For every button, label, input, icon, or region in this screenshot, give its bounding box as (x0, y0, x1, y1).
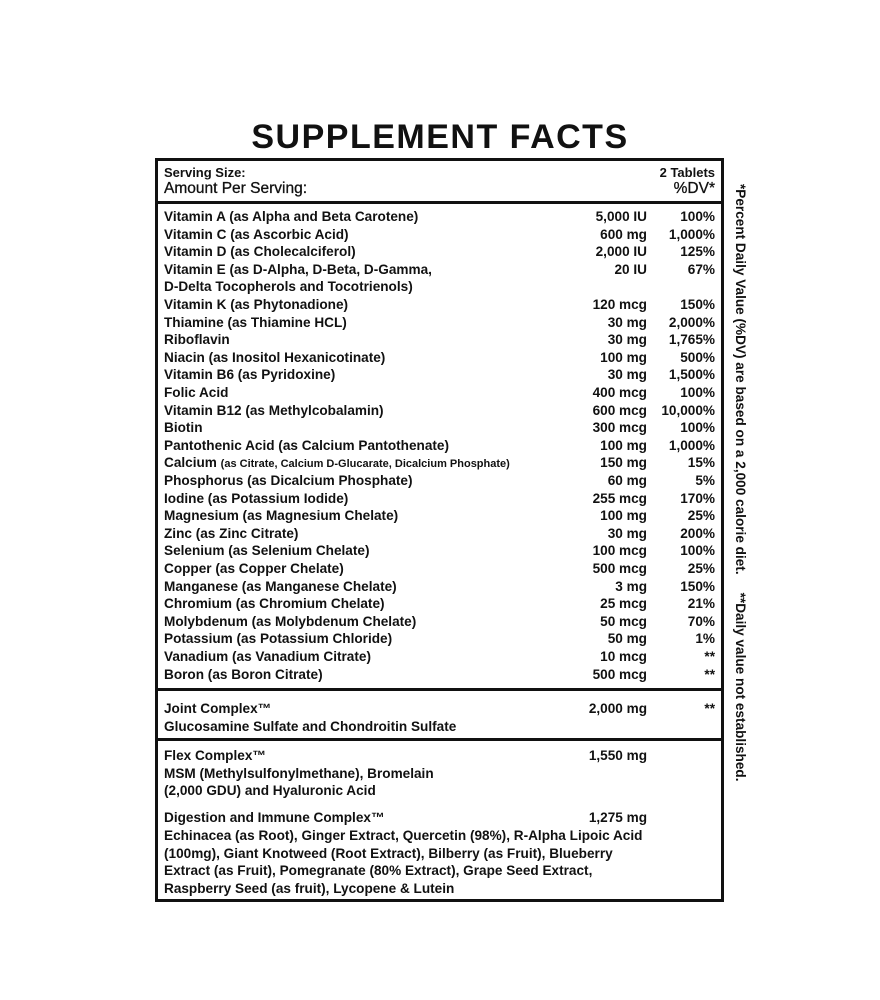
nutrient-amount: 50 mcg (600, 613, 647, 629)
digestion-complex-name: Digestion and Immune Complex™ (164, 810, 385, 825)
nutrient-name (164, 331, 230, 349)
joint-complex-row (164, 700, 715, 718)
nutrient-row (164, 578, 715, 596)
nutrient-row (164, 384, 715, 402)
flex-complex-amount: 1,550 mg (588, 748, 647, 763)
nutrient-amount: 100 mg (600, 437, 647, 453)
nutrient-amount: 30 mg (607, 367, 647, 383)
nutrient-dv: 1,765% (668, 332, 715, 348)
nutrient-name (164, 314, 347, 332)
nutrient-dv: 70% (687, 613, 715, 629)
nutrient-amount: 600 mg (600, 226, 647, 242)
nutrient-amount: 30 mg (607, 525, 647, 541)
digestion-complex-desc: (100mg), Giant Knotweed (Root Extract), Bilberry (as Fruit), Blueberry (164, 846, 613, 861)
digestion-complex-desc: Echinacea (as Root), Ginger Extract, Quercetin (98%), R-Alpha Lipoic Acid (164, 828, 643, 843)
nutrient-name-text: Phosphorus (as Dicalcium Phosphate) (164, 473, 413, 488)
divider (158, 201, 721, 204)
nutrient-name (164, 419, 203, 437)
nutrient-name-text: Selenium (as Selenium Chelate) (164, 543, 370, 559)
nutrient-name (164, 613, 416, 631)
flex-complex-desc: (2,000 GDU) and Hyaluronic Acid (164, 783, 376, 798)
nutrient-name-text: Molybdenum (as Molybdenum Chelate) (164, 613, 417, 629)
nutrient-source: (as Citrate, Calcium D-Glucarate, Dicalcium Phosphate) (220, 458, 510, 471)
nutrient-row (164, 296, 715, 314)
nutrient-dv: 5% (695, 473, 715, 488)
nutrient-row (164, 472, 715, 490)
dv-header: %DV* (673, 180, 715, 197)
nutrient-row (164, 507, 715, 525)
nutrient-row (164, 454, 715, 472)
nutrient-amount: 30 mg (607, 314, 647, 330)
joint-complex-amount: 2,000 mg (588, 701, 647, 716)
nutrient-row (164, 331, 715, 349)
nutrient-name (164, 437, 449, 455)
joint-complex-dv: ** (704, 701, 715, 716)
nutrient-name (164, 666, 323, 684)
nutrient-dv: 15% (687, 455, 715, 471)
supplement-facts-panel (155, 158, 724, 902)
nutrient-row (164, 630, 715, 648)
nutrient-amount: 600 mcg (592, 402, 647, 418)
nutrient-name-text: Boron (as Boron Citrate) (164, 666, 323, 682)
nutrient-row (164, 648, 715, 666)
nutrient-name (164, 366, 335, 384)
footnote-vertical (731, 184, 749, 782)
nutrient-name-text: Chromium (as Chromium Chelate) (164, 596, 385, 612)
nutrient-row (164, 402, 715, 420)
nutrient-name-text: Vitamin B6 (as Pyridoxine) (164, 367, 336, 383)
nutrient-name-text: Copper (as Copper Chelate) (164, 561, 344, 576)
nutrient-name-text: Iodine (as Potassium Iodide) (164, 490, 349, 506)
nutrient-name (164, 261, 432, 279)
nutrient-amount: 300 mcg (592, 420, 647, 436)
nutrient-name-text: Biotin (164, 420, 203, 436)
nutrient-row (164, 560, 715, 578)
nutrient-dv: 10,000% (661, 402, 715, 418)
serving-size-value: 2 Tablets (659, 165, 715, 180)
nutrient-row (164, 349, 715, 367)
nutrient-amount: 5,000 IU (595, 209, 647, 224)
nutrient-dv: 1,000% (668, 226, 715, 242)
nutrient-dv: 1,500% (668, 367, 715, 383)
nutrient-row (164, 226, 715, 244)
nutrient-dv: 67% (687, 261, 715, 277)
nutrient-name-text: Vitamin E (as D-Alpha, D-Beta, D-Gamma, (164, 261, 432, 277)
nutrient-amount: 3 mg (615, 578, 647, 594)
nutrient-amount: 100 mg (600, 508, 647, 524)
nutrient-row (164, 525, 715, 543)
nutrient-dv: 1,000% (668, 437, 715, 453)
nutrient-name-text: Thiamine (as Thiamine HCL) (164, 314, 347, 330)
nutrient-row (164, 261, 715, 279)
nutrient-dv: 2,000% (668, 314, 715, 330)
nutrient-row (164, 437, 715, 455)
page-title: SUPPLEMENT FACTS (251, 118, 629, 156)
nutrient-name (164, 226, 349, 244)
joint-complex-desc: Glucosamine Sulfate and Chondroitin Sulfate (164, 719, 457, 734)
joint-complex-name: Joint Complex™ (164, 701, 272, 716)
nutrient-dv: 150% (680, 578, 715, 594)
nutrient-name (164, 630, 392, 648)
flex-complex-desc: MSM (Methylsulfonylmethane), Bromelain (164, 766, 434, 781)
nutrient-name (164, 454, 510, 473)
nutrient-name-text: Vitamin D (as Cholecalciferol) (164, 244, 356, 260)
nutrient-name (164, 507, 398, 525)
nutrient-name (164, 278, 413, 296)
footnote-not-established: **Daily value not established. (733, 592, 748, 782)
nutrient-name-text: Riboflavin (164, 332, 230, 348)
nutrient-name (164, 384, 228, 402)
nutrient-name-text: Calcium (164, 455, 217, 471)
nutrient-amount: 20 IU (614, 261, 647, 277)
nutrient-dv: 25% (687, 561, 715, 576)
nutrient-amount: 25 mcg (600, 596, 647, 612)
nutrient-row (164, 278, 715, 296)
nutrient-name-text: Niacin (as Inositol Hexanicotinate) (164, 349, 386, 365)
nutrient-row (164, 595, 715, 613)
nutrient-name-text: Zinc (as Zinc Citrate) (164, 525, 299, 541)
nutrient-dv: 100% (680, 543, 715, 559)
nutrient-amount: 100 mg (600, 349, 647, 365)
nutrient-dv: 125% (680, 244, 715, 260)
flex-complex-name: Flex Complex™ (164, 748, 266, 763)
nutrient-dv: ** (704, 649, 715, 664)
nutrient-name (164, 525, 298, 543)
nutrient-row (164, 542, 715, 560)
nutrient-name (164, 578, 397, 596)
nutrient-dv: 25% (687, 508, 715, 524)
nutrient-name-text: Vitamin K (as Phytonadione) (164, 297, 349, 312)
nutrient-name (164, 560, 344, 578)
divider (158, 688, 721, 691)
nutrient-name-text: Folic Acid (164, 385, 229, 400)
nutrient-dv: 100% (680, 385, 715, 400)
nutrient-name-text: Vitamin B12 (as Methylcobalamin) (164, 402, 384, 418)
nutrient-name (164, 243, 356, 261)
nutrient-name-text: Vanadium (as Vanadium Citrate) (164, 649, 371, 664)
nutrient-amount: 255 mcg (592, 490, 647, 506)
nutrient-amount: 150 mg (600, 455, 647, 471)
nutrient-name (164, 296, 348, 314)
nutrient-name (164, 402, 384, 420)
nutrient-amount: 400 mcg (592, 385, 647, 400)
nutrient-name (164, 595, 385, 613)
nutrient-name (164, 472, 413, 490)
nutrient-row (164, 419, 715, 437)
amount-per-serving-row (164, 180, 715, 198)
nutrient-dv: 200% (680, 525, 715, 541)
nutrient-dv: 500% (680, 349, 715, 365)
nutrient-dv: 21% (687, 596, 715, 612)
nutrient-name (164, 648, 371, 666)
nutrient-name-text: D-Delta Tocopherols and Tocotrienols) (164, 279, 413, 295)
nutrient-name (164, 542, 369, 560)
nutrient-dv: 170% (680, 490, 715, 506)
nutrient-dv: 150% (680, 297, 715, 312)
nutrient-row (164, 243, 715, 261)
nutrient-name-text: Manganese (as Manganese Chelate) (164, 578, 397, 594)
nutrient-name-text: Potassium (as Potassium Chloride) (164, 631, 393, 647)
nutrient-name (164, 208, 418, 226)
nutrient-amount: 50 mg (607, 631, 647, 647)
nutrient-row (164, 366, 715, 384)
flex-complex-row (164, 747, 715, 765)
nutrient-name-text: Vitamin C (as Ascorbic Acid) (164, 226, 349, 242)
footnote-percent-dv: *Percent Daily Value (%DV) are based on a 2,000 calorie diet. (733, 184, 748, 575)
digestion-complex-amount: 1,275 mg (588, 810, 647, 825)
digestion-complex-desc: Extract (as Fruit), Pomegranate (80% Extract), Grape Seed Extract, (164, 863, 593, 878)
nutrient-amount: 60 mg (607, 473, 647, 488)
nutrient-amount: 500 mcg (592, 561, 647, 576)
divider (158, 738, 721, 741)
nutrient-row (164, 314, 715, 332)
serving-size-label: Serving Size: (164, 165, 246, 180)
nutrient-amount: 120 mcg (592, 297, 647, 312)
digestion-complex-desc: Raspberry Seed (as fruit), Lycopene & Lutein (164, 881, 455, 896)
nutrient-dv: ** (704, 666, 715, 682)
nutrient-row (164, 666, 715, 684)
nutrient-name (164, 349, 385, 367)
nutrient-amount: 2,000 IU (595, 244, 647, 260)
nutrient-row (164, 490, 715, 508)
nutrient-amount: 30 mg (607, 332, 647, 348)
amount-per-serving-label: Amount Per Serving: (164, 180, 308, 197)
nutrient-dv: 100% (680, 420, 715, 436)
nutrient-amount: 100 mcg (592, 543, 647, 559)
nutrient-dv: 1% (695, 631, 715, 647)
nutrient-dv: 100% (680, 209, 715, 224)
nutrient-name (164, 490, 348, 508)
nutrient-name-text: Pantothenic Acid (as Calcium Pantothenate) (164, 437, 450, 453)
nutrient-name-text: Vitamin A (as Alpha and Beta Carotene) (164, 209, 419, 224)
nutrient-amount: 500 mcg (592, 666, 647, 682)
digestion-complex-row (164, 809, 715, 827)
nutrient-name-text: Magnesium (as Magnesium Chelate) (164, 508, 399, 524)
nutrient-row (164, 208, 715, 226)
nutrient-row (164, 613, 715, 631)
nutrient-amount: 10 mcg (600, 649, 647, 664)
